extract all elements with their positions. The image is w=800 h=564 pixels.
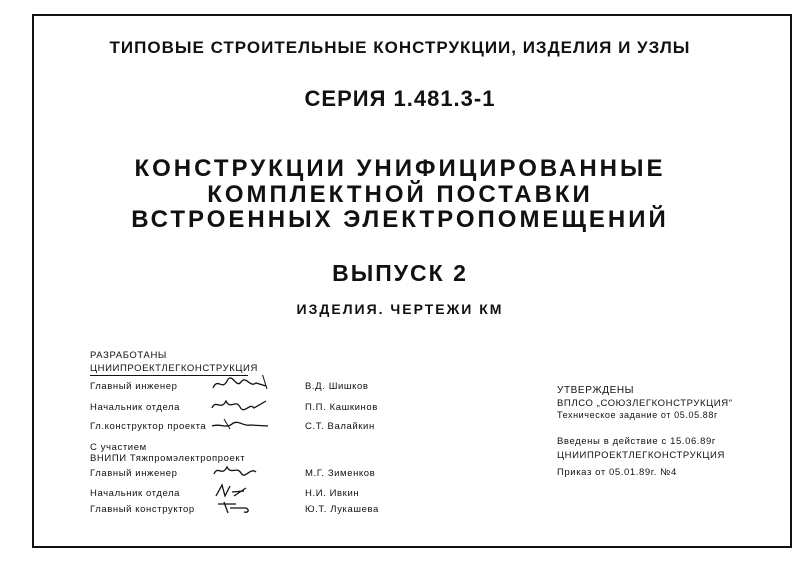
- participation-org: ВНИПИ Тяжпромэлектропроект: [90, 453, 246, 464]
- participation-name-1: М.Г. Зименков: [305, 468, 376, 479]
- developed-role-2: Начальник отдела: [90, 402, 181, 413]
- signature-3: [210, 415, 270, 433]
- issue-number: ВЫПУСК 2: [332, 260, 468, 286]
- developed-name-2: П.П. Кашкинов: [305, 402, 378, 413]
- title-line-3: ВСТРОЕННЫХ ЭЛЕКТРОПОМЕЩЕНИЙ: [131, 206, 669, 233]
- developed-name-3: С.Т. Валайкин: [305, 421, 375, 432]
- participation-heading: С участием: [90, 442, 147, 453]
- participation-role-2: Начальник отдела: [90, 488, 181, 499]
- signature-4: [210, 462, 270, 480]
- enacted-org: ЦНИИПРОЕКТЛЕГКОНСТРУКЦИЯ: [557, 450, 725, 461]
- series-number: СЕРИЯ 1.481.3-1: [304, 86, 496, 111]
- developed-role-3: Гл.конструктор проекта: [90, 421, 207, 432]
- approved-task: Техническое задание от 05.05.88г: [557, 410, 718, 420]
- participation-name-2: Н.И. Ивкин: [305, 488, 360, 499]
- approved-heading: УТВЕРЖДЕНЫ: [557, 385, 635, 396]
- developed-role-1: Главный инженер: [90, 381, 178, 392]
- participation-name-3: Ю.Т. Лукашева: [305, 504, 379, 515]
- developed-org: ЦНИИПРОЕКТЛЕГКОНСТРУКЦИЯ: [90, 363, 258, 374]
- participation-role-1: Главный инженер: [90, 468, 178, 479]
- enacted-date: Введены в действие с 15.06.89г: [557, 436, 716, 447]
- series-line: ТИПОВЫЕ СТРОИТЕЛЬНЫЕ КОНСТРУКЦИИ, ИЗДЕЛИЯ И УЗЛЫ: [109, 38, 691, 57]
- title-line-1: КОНСТРУКЦИИ УНИФИЦИРОВАННЫЕ: [134, 155, 666, 182]
- signature-2: [210, 396, 270, 414]
- developed-heading: РАЗРАБОТАНЫ: [90, 350, 167, 361]
- approved-org: ВПЛСО „СОЮЗЛЕГКОНСТРУКЦИЯ": [557, 398, 733, 409]
- subtitle: ИЗДЕЛИЯ. ЧЕРТЕЖИ КМ: [296, 301, 504, 317]
- order-number: Приказ от 05.01.89г. №4: [557, 467, 677, 478]
- developed-name-1: В.Д. Шишков: [305, 381, 369, 392]
- signature-1: [210, 375, 270, 393]
- participation-role-3: Главный конструктор: [90, 504, 195, 515]
- title-line-2: КОМПЛЕКТНОЙ ПОСТАВКИ: [207, 181, 593, 208]
- signature-6: [210, 498, 270, 516]
